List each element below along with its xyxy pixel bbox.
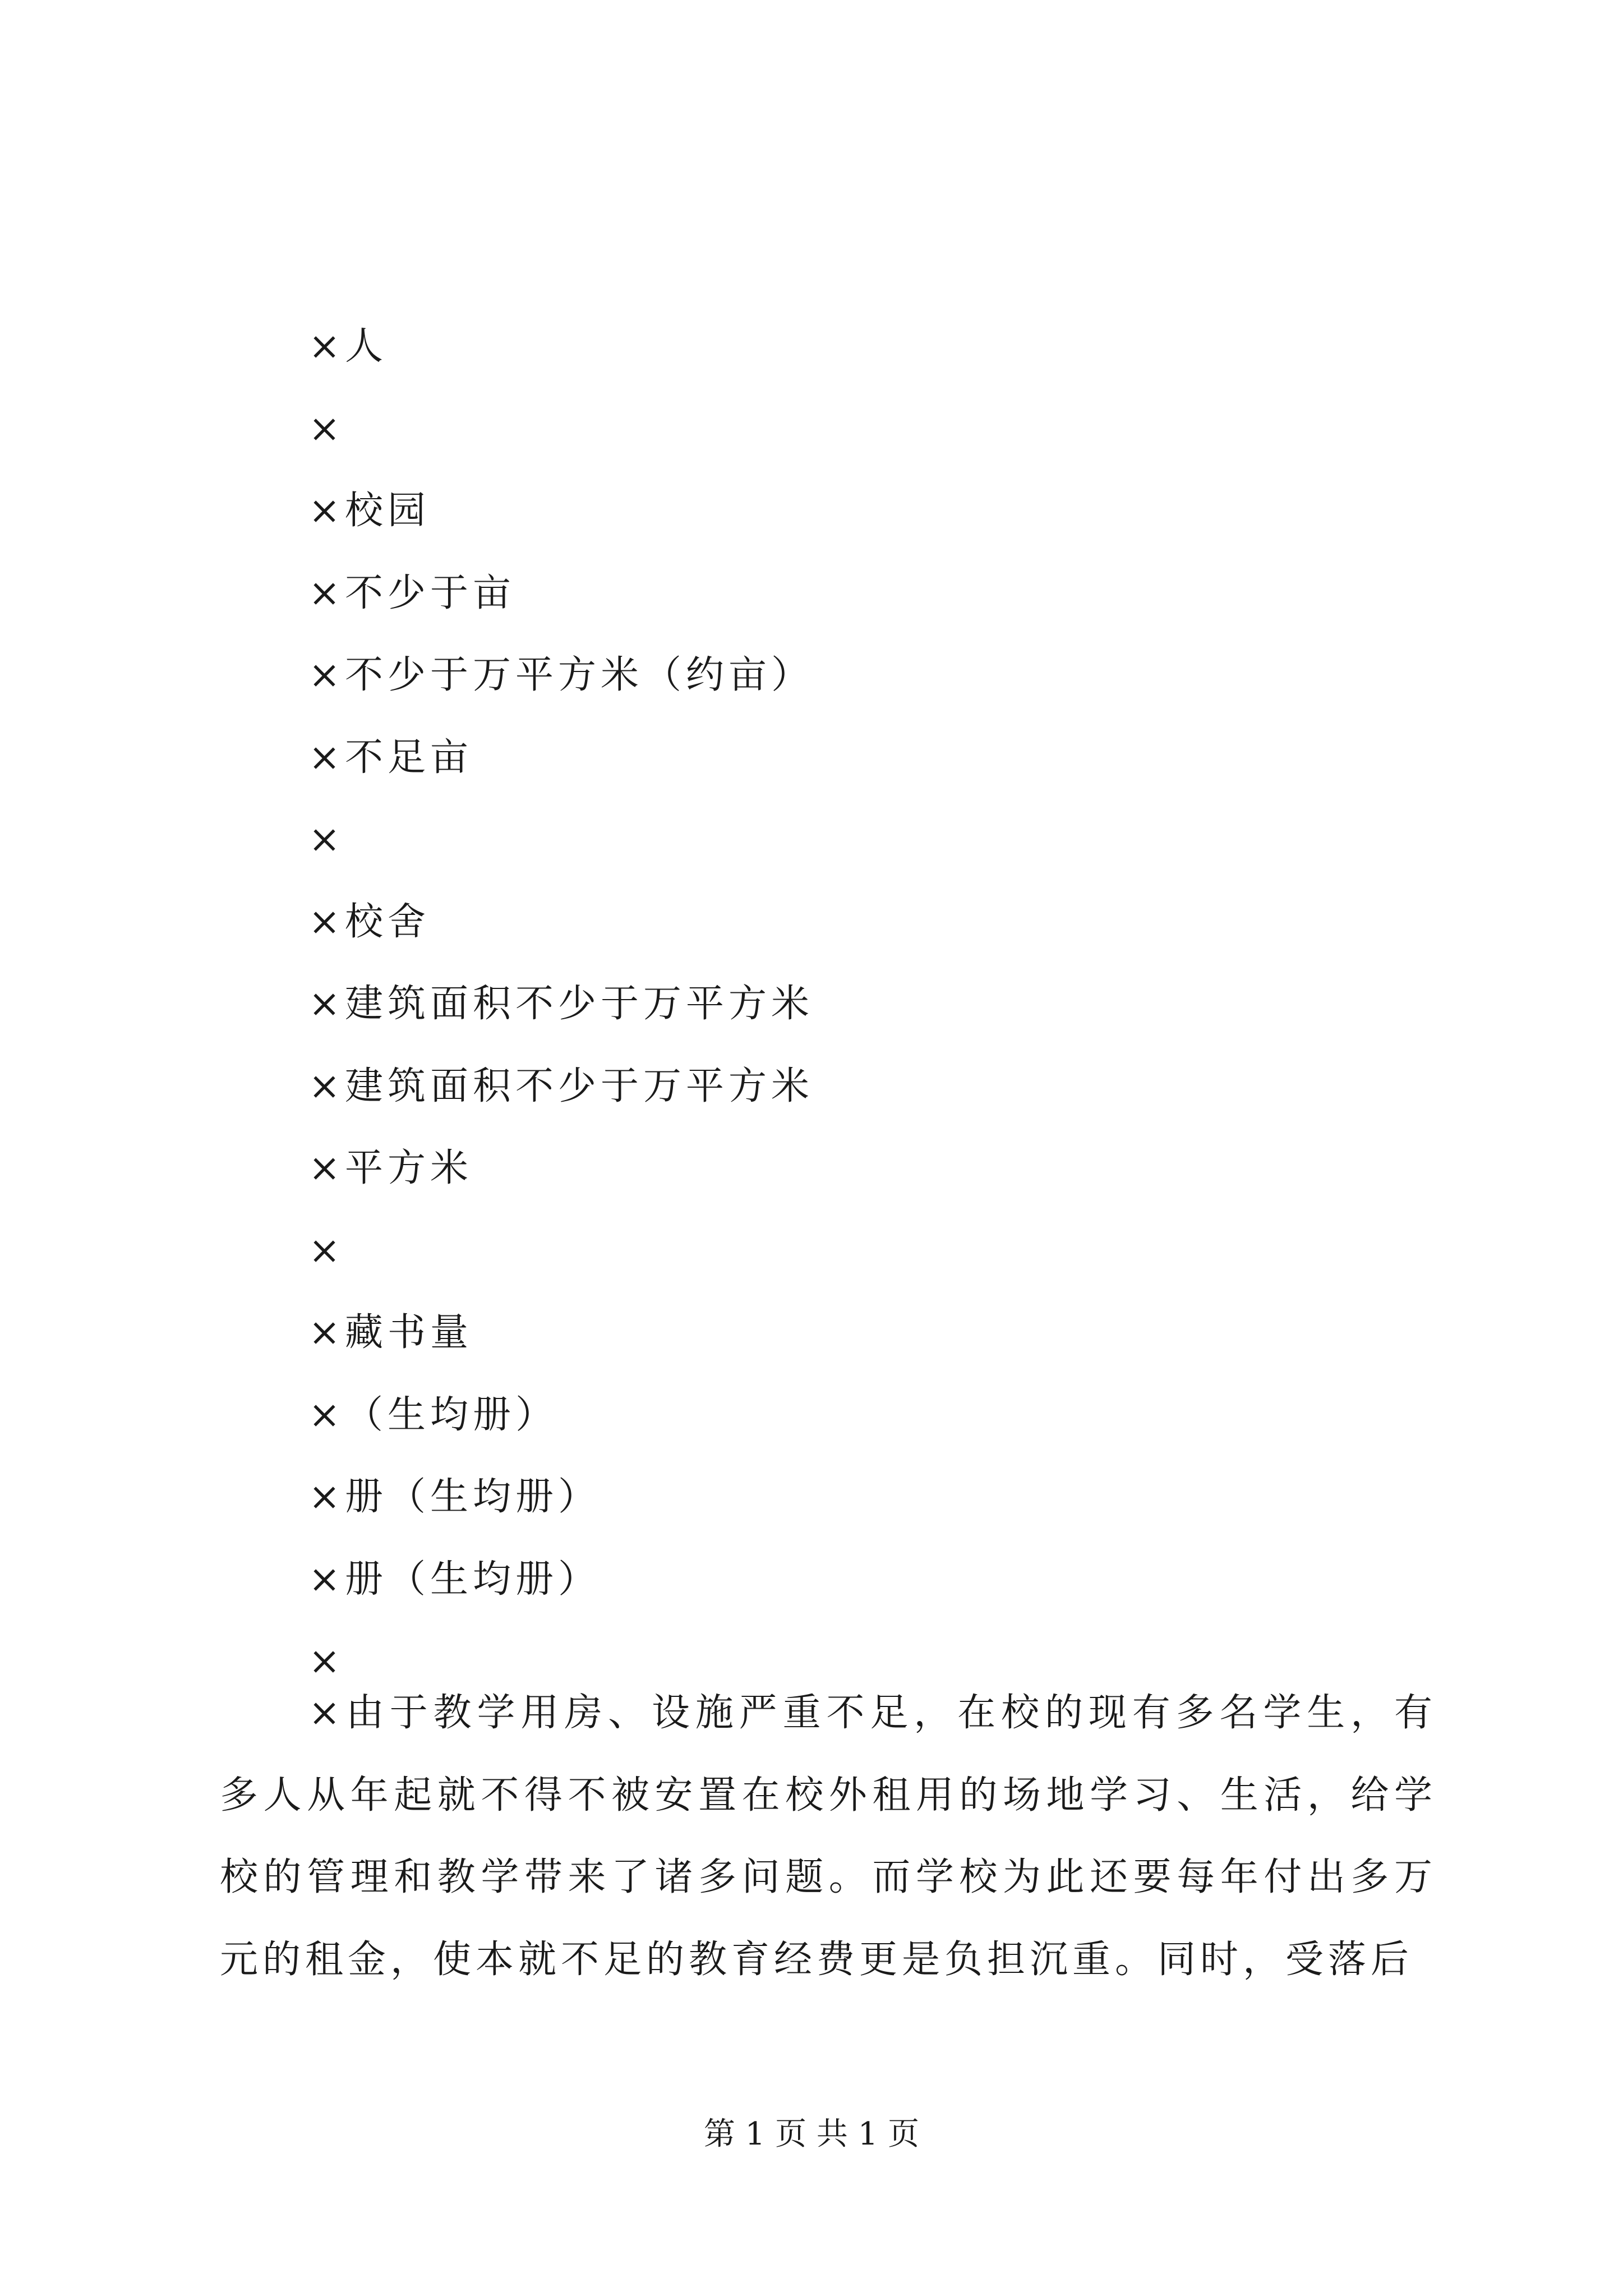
list-item: ×（生均册） bbox=[308, 1392, 558, 1437]
item-list bbox=[308, 306, 1430, 1703]
list-item: ×不足亩 bbox=[308, 735, 473, 780]
list-item: ×不少于亩 bbox=[308, 570, 515, 615]
list-item: × bbox=[308, 406, 345, 451]
list-item: ×建筑面积不少于万平方米 bbox=[308, 1064, 814, 1108]
list-item: ×册（生均册） bbox=[308, 1475, 601, 1519]
list-item: ×校舍 bbox=[308, 899, 430, 944]
list-item: ×人 bbox=[308, 324, 388, 369]
list-item: × bbox=[308, 817, 345, 862]
list-item: ×校园 bbox=[308, 489, 430, 533]
list-item: ×平方米 bbox=[308, 1146, 473, 1190]
list-item: × bbox=[308, 1228, 345, 1273]
body-paragraph: ×由于教学用房、设施严重不足，在校的现有多名学生，有多人从年起就不得不被安置在校外租用的场地学习、生活，给学校的管理和教学带来了诸多问题。而学校为此还要每年付出多万元的租金，使本就不足的教育经费更是负担沉重。同时，受落后 bbox=[220, 1691, 1437, 1982]
list-item: × bbox=[308, 1639, 345, 1683]
list-item: ×藏书量 bbox=[308, 1310, 473, 1355]
page-footer: 第 1 页 共 1 页 bbox=[703, 2116, 920, 2152]
list-item: ×不少于万平方米（约亩） bbox=[308, 653, 814, 697]
list-item: ×册（生均册） bbox=[308, 1557, 601, 1602]
list-item: ×建筑面积不少于万平方米 bbox=[308, 982, 814, 1026]
